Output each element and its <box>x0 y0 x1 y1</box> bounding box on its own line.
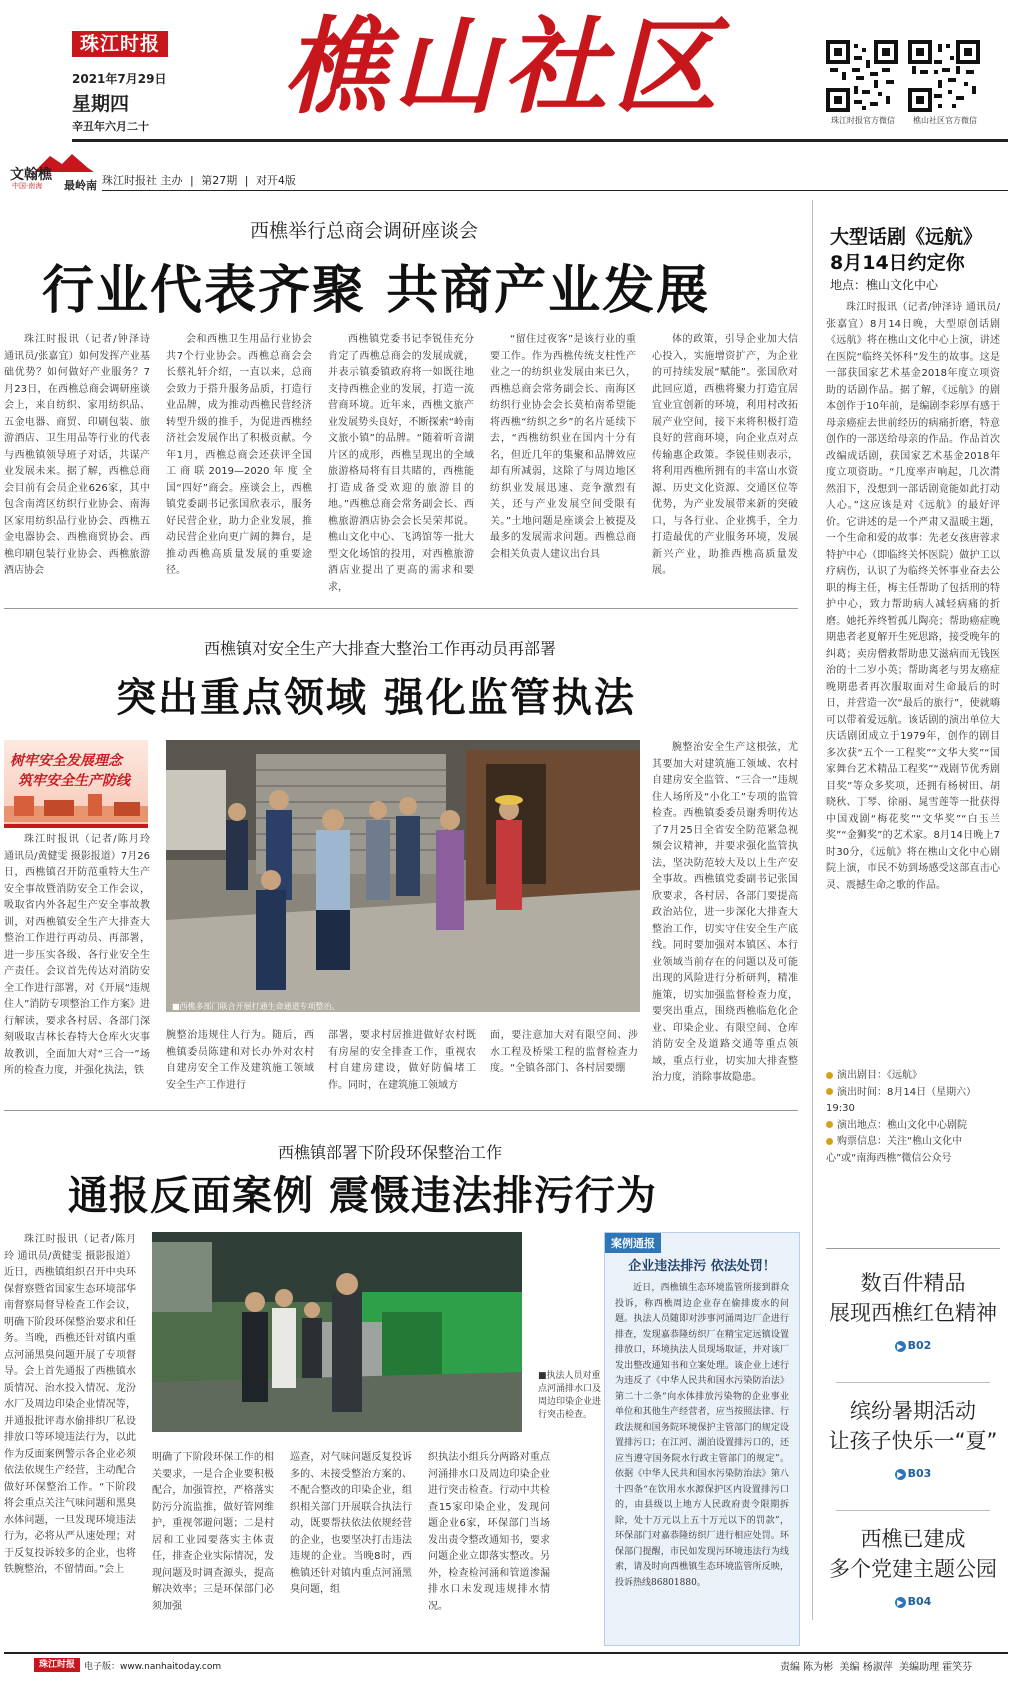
story1-kicker: 西樵举行总商会调研座谈会 <box>250 220 479 242</box>
story1-col-5: 体的政策，引导企业加大信心投入，实施增资扩产，为企业的可持续发展“赋能”。张国欣对此回应道，西樵将聚力打造宜居宜业宜创新的环境，利用村改拓展产业空间，接下来将积极打造良好的营商环境，向企业点对点传输惠企政策。李锐佳则表示，将利用西樵所拥有的丰富山水资源、历史文化资源、交通区位等优势，为产业发展带来新的突破口，与各行业、企业携手，全力打造最优的产业服务环境，发展新兴产业，助推西樵高质量发展。 <box>652 334 798 576</box>
story2-bottom-col-2: 部署，要求村居推进做好农村既有房屋的安全排查工作，重视农村自建房建设，做好防偏堵工作。同时，在建筑施工领域方 <box>328 1030 476 1091</box>
credit-publisher: 珠江时报社 主办 <box>102 174 183 187</box>
masthead-rule <box>72 139 1008 142</box>
promo-b02-line2: 展现西樵红色精神 <box>829 1301 997 1325</box>
story2-bottom-col-3: 面，要注意加大对有限空间、涉水工程及桥梁工程的监督检查力度。“全镇各部门、各村居要绷 <box>490 1030 638 1074</box>
story2-headline: 突出重点领域 强化监管执法 <box>116 674 636 721</box>
slogan-sub: 中国·南海 <box>12 182 43 190</box>
sidebar-rule-2 <box>836 1382 990 1383</box>
story2-photo <box>166 740 640 1012</box>
sidebar-rule-3 <box>836 1510 990 1511</box>
issue-date: 2021年7月29日 <box>72 72 167 86</box>
sidebar-info <box>826 1068 1000 1167</box>
sidebar-headline-1: 大型话剧《远航》 <box>830 226 983 248</box>
story2-left-column: 珠江时报讯（记者/陈月玲 通讯员/黄健雯 摄影报道）7月26日，西樵镇召开防范重特大生产安全事故暨消防安全工作会议，吸取省内外各起生产安全事故教训，对西樵镇安全生产大排查大整治工作进行再动员、再部署，进一步压实各级、各行业安全生产责任。会议首先传达对消防安全工作进行部署，对《开展“违规住人”消防专项整治工作方案》进行解读，要求各村居、各部门深刻吸取吉林长春特大仓库火灾事故教训，全面加大对“三合一”场所的检查力度，并强化执法，铁 <box>4 834 150 1076</box>
safety-banner <box>4 740 148 828</box>
promo-b03-line1: 缤纷暑期活动 <box>850 1399 976 1423</box>
promo-b03-page: ▶ B03 <box>895 1467 932 1480</box>
credits-bar: 珠江时报社 主办 | 第27期 | 对开4版 <box>102 174 296 187</box>
slogan-logo <box>8 150 98 192</box>
sidebar-body: 珠江时报讯（记者/钟泽诗 通讯员/张嘉宜）8月14日晚，大型原创话剧《远航》将在樵山文化中心上演，讲述在医院“临终关怀科”发生的故事。这是一部获国家艺术基金2018年度立项资助的话剧作品。据了解，《远航》的剧本创作于10年前，是编剧李彩厚有感于母亲癌症去世前经历的病痛折磨，特意创作的一部送给母亲的作品。作品首次改编成话剧，获国家艺术基金2018年度立项资助。“几度率声响起，几次潸然泪下，没想到一部话剧竟能如此打动人心。”这应该是对《远航》的最好评价。它讲述的是一个严肃又温暖主题，一个生命和爱的故事：先老女孩唐蓉求特护中心（即临终关怀医院）做护工以疗病伤，认识了为临终关怀事业奋去公职的梅主任，梅主任帮助了包括刑的特护中心，致力帮助病人减轻病痛的折磨。她托养终暂孤儿陶亮；帮助癌症晚期患者老夏解开生死思路，接受晚年的纠葛；卖房僧救帮助患艾滋病而无钱医治的十二岁小英；帮助离老与男友癌症晚期患者再次服取面对生命最后的时日，并营造一次“最后的旅行”，使就嗨可以带着爱远航。该话剧的演出单位大庆话剧团成立于1979年，创作的剧目多次获“五个一工程奖”“文华大奖”“国家舞台艺术精品工程奖”“戏剧节优秀剧目奖”等众多奖项，还拥有杨树田、胡晓秋、丁琴、徐丽、晁雪莲等一批获得中国戏剧“梅花奖”“文华奖”“白玉兰奖”“金狮奖”的艺术家。8月14日晚上7时30分，《远航》将在樵山文化中心剧院上演，市民不妨到场感受这部直击心灵、震撼生命之歌的作品。 <box>826 302 1000 891</box>
promo-b02-page: ▶ B02 <box>895 1339 932 1352</box>
sidebar-headline-2: 8月14日约定你 <box>830 252 965 274</box>
qr-label-qiaoshan: 樵山社区官方微信 <box>913 116 977 125</box>
case-notice-body: 近日，西樵镇生态环境监管所接到群众投诉，称西樵周边企业存在偷排废水的问题。执法人员随即对涉事河涌周边厂企进行排查，发现嘉恭隆纺织厂在精宝定远镇设置排放口，环境执法人员现场取证，并对该厂发出整改通知书和立案处理。该企业上述行为违反了《中华人民共和国水污染防治法》第二十二条“向水体排放污染物的企业事业单位和其他生产经营者，应当按照法律、行政法规和国务院环境保护主管部门的规定设置排污口；在江河、湖泊设置排污口的，还应当遵守国务院水行政主管部门的规定”。依据《中华人民共和国水污染防治法》第八十四条“在饮用水水源保护区内设置排污口的，由县级以上地方人民政府责令限期拆除，处十万元以上五十万元以下的罚款”，环保部门对嘉恭隆纺织厂进行相应处罚。环保部门提醒，市民如发现污环境违法行为线索，请及时向西樵镇生态环境监管所反映，投诉热线86801880。 <box>615 1283 789 1588</box>
promo-b02[interactable] <box>826 1268 1000 1378</box>
safety-banner-line2: 筑牢安全生产防线 <box>18 773 130 789</box>
promo-b02-line1: 数百件精品 <box>860 1271 966 1295</box>
story2-rule <box>4 1110 798 1111</box>
page-icon: ▶ <box>895 1469 906 1480</box>
story3-photo-caption: ■执法人员对重点河涌排水口及周边印染企业进行突击检查。 <box>538 1371 602 1420</box>
promo-b04-line1: 西樵已建成 <box>860 1527 966 1551</box>
footer-credits: 责编 陈为彬 美编 杨淑萍 美编助理 霍笑芬 <box>780 1662 973 1673</box>
info-time: 演出时间：8月14日（星期六）19:30 <box>826 1086 977 1114</box>
case-notice-title: 企业违法排污 依法处罚！ <box>628 1259 776 1274</box>
story1-col-4: “留住过夜客”是该行业的重要工作。作为西樵传统支柱性产业之一的纺织业发展由来已久，西樵总商会常务副会长、南海区纺织行业协会会长莫柏南希望能将西樵“纺织之乡”的名片延续下去，“西樵纺织业在国内十分有名，但近几年的集聚和品牌效应却有所减弱，这除了与周边地区纺织业发展迅速、竞争激烈有关，还与产业发展空间受限有关。”土地问题是座谈会上被提及最多的发展需求问题。西樵总商会相关负责人建议出台具 <box>490 334 636 560</box>
info-venue: 演出地点：樵山文化中心剧院 <box>826 1118 1000 1135</box>
promo-b03[interactable] <box>826 1396 1000 1506</box>
story2-photo-caption: ■西樵多部门联合开展打通生命通道专项整治。 <box>172 1002 340 1011</box>
story3-left-column: 珠江时报讯（记者/陈月玲 通讯员/黄健雯 摄影报道）近日，西樵镇组织召开中央环保督察暨省国家生态环境部华南督察局督导检查工作会议，明确下阶段环保整治要求和任务。当晚，西樵还针对镇内重点河涌黑臭问题开展了专项督导。会上首先通报了西樵镇水质情况、治水投入情况、龙汾水厂及周边印染企业情况等，并通报批评毒水偷排织厂私设排放口等环境违法行为，以此作为反面案例警示各企业必须依法依规生产经营，主动配合做好环保整治工作。“下阶段将会重点关注气味问题和黑臭水体问题，一旦发现环境违法行为，必将从严从速处理；对于反复投诉较多的企业，也将铁腕整治，不留情面。”会上 <box>4 1234 136 1575</box>
sidebar-location: 地点：樵山文化中心 <box>830 278 939 292</box>
page-icon: ▶ <box>895 1341 906 1352</box>
slogan-side: 最岭南 <box>64 179 97 192</box>
credits-rule <box>102 190 1008 191</box>
promo-b04-line2: 多个党建主题公园 <box>829 1557 997 1581</box>
story1-rule <box>4 608 798 609</box>
story3-kicker: 西樵镇部署下阶段环保整治工作 <box>278 1143 503 1162</box>
wechat-qr-zhujiang <box>826 40 898 112</box>
story2-right-column: 腕整治安全生产这根弦，尤其要加大对建筑施工领域、农村自建房安全监管、“三合一”违规住人场所及“小化工”专项的监管检查。西樵镇委委员谢秀明传达了7月25日全省安全防范紧急视频会议精神，并要求强化监管执法，坚决防范较大及以上生产安全事故。西樵镇党委副书记张国欣要求，各村居、各部门要提高政治站位，进一步深化大排查大整治工作，切实守住安全生产底线。同时要加强对本镇区、本行业领域当前存在的问题以及可能出现的风险进行分析研判，精准施策，切实加强监督检查力度，要突出重点，围绕西樵临危化企业、印染企业、有限空间、仓库消防安全及道路交通等重点领域，重点行业，切实加大排查整治力度，消除事故隐患。 <box>652 742 798 1083</box>
story2-kicker: 西樵镇对安全生产大排查大整治工作再动员再部署 <box>204 639 557 658</box>
info-program: 演出剧目：《远航》 <box>826 1068 1000 1085</box>
story3-bottom-col-3: 织执法小组兵分两路对重点河涌排水口及周边印染企业进行突击检查。行动中共检查15家印染企业，发现问题企业6家，环保部门当场发出责令整改通知书，要求问题企业立即落实整改。另外，检查检河涌和管道渗漏排水口未发现违规排水情况。 <box>428 1452 550 1612</box>
safety-banner-line1: 树牢安全发展理念 <box>10 753 122 769</box>
credit-issue: 第27期 <box>201 174 238 187</box>
credit-pages: 对开4版 <box>255 174 296 187</box>
qr-label-zhujiang: 珠江时报官方微信 <box>831 116 895 125</box>
footer-site[interactable]: 电子版：www.nanhaitoday.com <box>84 1662 222 1672</box>
promo-b04[interactable] <box>826 1524 1000 1634</box>
masthead-title: 樵山社区 <box>282 5 723 128</box>
page-icon: ▶ <box>895 1597 906 1608</box>
story3-photo <box>152 1232 522 1432</box>
slogan-main: 文翰樵 <box>10 167 52 183</box>
case-notice-box <box>604 1232 800 1646</box>
footer-rule <box>4 1652 1008 1654</box>
story1-col-1: 珠江时报讯（记者/钟泽诗 通讯员/张嘉宜）如何发挥产业基础优势？如何做好产业服务？7月23日，在西樵总商会调研座谈会上，来自纺织、家用纺织品、五金电器、商贸、印刷包装、旅游酒店、卫生用品等行业的代表与西樵镇领导班子对话，共谋产业发展未来。据了解，西樵总商会目前有会员企业626家，其中包含南湾区纺织行业协会、南海区家用纺织品行业协会、西樵五金电器协会、西樵商贸协会、西樵印刷包装行业协会、西樵旅游酒店协会 <box>4 334 150 576</box>
sidebar-rule-1 <box>826 1248 1000 1249</box>
story1-col-2: 会和西樵卫生用品行业协会共7个行业协会。西樵总商会会长蔡礼轩介绍，一直以来，总商会致力于搭升服务品质，打造行业品牌，成为推动西樵民营经济转型升级的推手，为促进西樵经济社会发展作出了积极贡献。今年1月，西樵总商会还获评全国工商联2019—2020年度全国“四好”商会。座谈会上，西樵镇党委副书记张国欣表示，服务好民营企业，助力企业发展，推动民营企业向更广阔的舞台，是推动西樵高质量发展的重要途径。 <box>166 334 312 576</box>
story3-headline: 通报反面案例 震慑违法排污行为 <box>68 1172 657 1219</box>
promo-b04-page: ▶ B04 <box>895 1595 932 1608</box>
story1-col-3: 西樵镇党委书记李锐佳充分肯定了西樵总商会的发展成就，并表示镇委镇政府将一如既往地支持西樵企业的发展，打造一流营商环境。近年来，西樵文旅产业发展势头良好，不断探索“岭南文旅小镇”的品牌。“随着听音湖片区的成形，西樵呈现出的全域旅游格局将有目共睹的，西樵能打造成备受欢迎的旅游目的地。”西樵总商会常务副会长、西樵旅游酒店协会会长吴荣邦说。樵山文化中心、飞鸿馆等一批大型文化场馆的投用，对西樵旅游酒店业提出了更高的需求和要求， <box>328 334 474 593</box>
story1-headline: 行业代表齐聚 共商产业发展 <box>42 260 711 321</box>
story3-bottom-col-1: 明确了下阶段环保工作的相关要求，一是合企业要积极配合，加强管控，严格落实防污分流监推，做好管网维护，重视邻避问题；二是村居和工业园要落实主体责任，排查企业实际情况，发现问题及时调查源头，提高解决效率；三是环保部门必须加强 <box>152 1452 274 1612</box>
paper-logo: 珠江时报 <box>72 31 168 57</box>
sidebar-divider <box>812 200 813 1620</box>
story2-bottom-col-1: 腕整治违规住人行为。随后，西樵镇委员陈建和对长办外对农村自建房安全工作及建筑施工领域安全生产工作进行 <box>166 1030 314 1091</box>
promo-b03-line2: 让孩子快乐一“夏” <box>828 1429 998 1453</box>
footer-paper-logo: 珠江时报 <box>34 1658 80 1672</box>
story3-bottom-col-2: 巡查，对气味问题反复投诉多的、未接受整治方案的、不配合整改的印染企业，组织相关部门开展联合执法行动，既要帮扶依法依规经营的企业，也要坚决打击违法违规的企业。当晚8时，西樵镇还针对镇内重点河涌黑臭问题，组 <box>290 1452 412 1595</box>
info-tickets: 购票信息：关注“樵山文化中心”或“南海西樵”微信公众号 <box>826 1136 963 1164</box>
issue-weekday: 星期四 <box>72 93 130 115</box>
case-notice-label: 案例通报 <box>605 1233 661 1253</box>
lunar-date: 辛丑年六月二十 <box>72 120 149 133</box>
wechat-qr-qiaoshan <box>908 40 980 112</box>
